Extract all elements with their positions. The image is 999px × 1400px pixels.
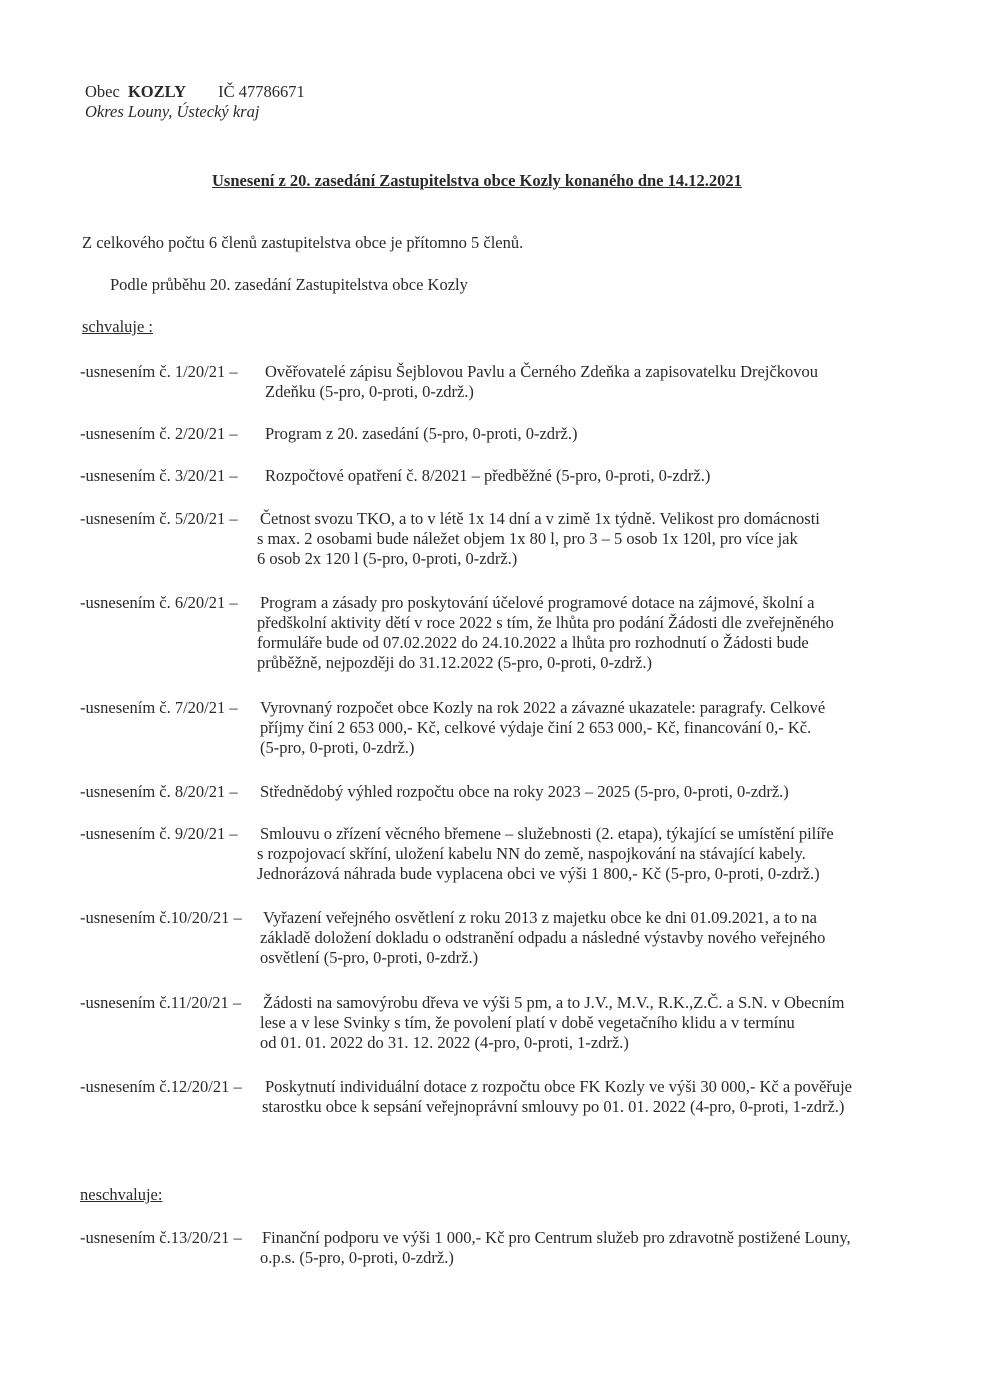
- resolution-item: [80, 782, 789, 802]
- document-title: Usnesení z 20. zasedání Zastupitelstva obce Kozly konaného dne 14.12.2021: [212, 171, 742, 190]
- resolution-item: [80, 993, 845, 1052]
- resolution-text-line: Zdeňku (5-pro, 0-proti, 0-zdrž.): [265, 382, 474, 401]
- resolution-text-line: Program z 20. zasedání (5-pro, 0-proti, 0-zdrž.): [265, 424, 578, 443]
- attendance-text: Z celkového počtu 6 členů zastupitelstva obce je přítomno 5 členů.: [82, 233, 524, 252]
- resolution-text-line: (5-pro, 0-proti, 0-zdrž.): [260, 738, 415, 757]
- resolution-text-line: průběžně, nejpozději do 31.12.2022 (5-pro, 0-proti, 0-zdrž.): [257, 653, 652, 672]
- resolution-text-line: Vyrovnaný rozpočet obce Kozly na rok 2022 a závazné ukazatele: paragrafy. Celkové: [260, 698, 826, 717]
- approves-heading: schvaluje :: [82, 317, 154, 336]
- according-text: Podle průběhu 20. zasedání Zastupitelstva obce Kozly: [110, 275, 468, 294]
- resolution-label: -usnesením č.12/20/21 –: [80, 1077, 242, 1096]
- resolution-text-line: Poskytnutí individuální dotace z rozpočtu obce FK Kozly ve výši 30 000,- Kč a pověřuje: [265, 1077, 852, 1096]
- resolution-label: -usnesením č. 7/20/21 –: [80, 698, 238, 717]
- resolution-text-line: formuláře bude od 07.02.2022 do 24.10.2022 a lhůta pro rozhodnutí o Žádosti bude: [257, 633, 809, 652]
- resolution-text-line: 6 osob 2x 120 l (5-pro, 0-proti, 0-zdrž.): [257, 549, 518, 568]
- resolution-text-line: Finanční podporu ve výši 1 000,- Kč pro Centrum služeb pro zdravotně postižené Louny,: [262, 1228, 851, 1247]
- municipality-prefix: Obec: [85, 82, 120, 101]
- resolution-text-line: s rozpojovací skříní, uložení kabelu NN do země, naspojkování na stávající kabely.: [257, 844, 806, 863]
- resolution-label: -usnesením č. 2/20/21 –: [80, 424, 238, 443]
- resolution-text-line: Střednědobý výhled rozpočtu obce na roky 2023 – 2025 (5-pro, 0-proti, 0-zdrž.): [260, 782, 789, 801]
- resolution-text-line: Program a zásady pro poskytování účelové programové dotace na zájmové, školní a: [260, 593, 815, 612]
- rejects-heading: neschvaluje:: [80, 1185, 163, 1204]
- resolution-text-line: Vyřazení veřejného osvětlení z roku 2013 z majetku obce ke dni 01.09.2021, a to na: [263, 908, 817, 927]
- resolution-text-line: předškolní aktivity dětí v roce 2022 s tím, že lhůta pro podání Žádosti dle zveřejněného: [257, 613, 834, 632]
- resolution-text-line: s max. 2 osobami bude náležet objem 1x 80 l, pro 3 – 5 osob 1x 120l, pro více jak: [257, 529, 798, 548]
- municipality-id: IČ 47786671: [218, 82, 305, 101]
- resolution-text-line: Četnost svozu TKO, a to v létě 1x 14 dní a v zimě 1x týdně. Velikost pro domácnosti: [260, 509, 820, 528]
- resolution-item: [80, 593, 834, 672]
- resolution-label: -usnesením č.10/20/21 –: [80, 908, 242, 927]
- resolution-text-line: Smlouvu o zřízení věcného břemene – služebnosti (2. etapa), týkající se umístění pilíře: [260, 824, 834, 843]
- resolution-text-line: Ověřovatelé zápisu Šejblovou Pavlu a Černého Zdeňka a zapisovatelku Drejčkovou: [265, 362, 819, 381]
- resolution-label: -usnesením č. 1/20/21 –: [80, 362, 238, 381]
- resolution-text-line: příjmy činí 2 653 000,- Kč, celkové výdaje činí 2 653 000,- Kč, financování 0,- Kč.: [260, 718, 812, 737]
- resolution-text-line: osvětlení (5-pro, 0-proti, 0-zdrž.): [260, 948, 479, 967]
- resolution-item: [80, 466, 711, 486]
- resolution-label: -usnesením č. 8/20/21 –: [80, 782, 238, 801]
- resolution-text-line: o.p.s. (5-pro, 0-proti, 0-zdrž.): [260, 1248, 454, 1267]
- resolution-item: [80, 908, 826, 967]
- resolution-item: [80, 509, 820, 568]
- rejected-resolution-item: [80, 1228, 851, 1267]
- resolution-item: [80, 424, 578, 444]
- resolution-item: [80, 1077, 852, 1116]
- header-municipality: [85, 82, 305, 102]
- resolution-text-line: základě doložení dokladu o odstranění odpadu a následné výstavby nového veřejného: [260, 928, 826, 947]
- resolution-text-line: Žádosti na samovýrobu dřeva ve výši 5 pm, a to J.V., M.V., R.K.,Z.Č. a S.N. v Obecním: [263, 993, 845, 1012]
- resolution-label: -usnesením č. 3/20/21 –: [80, 466, 238, 485]
- resolution-text-line: lese a v lese Svinky s tím, že povolení platí v době vegetačního klidu a v termínu: [260, 1013, 795, 1032]
- resolution-label: -usnesením č. 6/20/21 –: [80, 593, 238, 612]
- resolution-item: [80, 824, 834, 883]
- resolution-label: -usnesením č.11/20/21 –: [80, 993, 242, 1012]
- resolution-item: [80, 698, 826, 757]
- resolution-text-line: Rozpočtové opatření č. 8/2021 – předběžné (5-pro, 0-proti, 0-zdrž.): [265, 466, 711, 485]
- resolution-text-line: starostku obce k sepsání veřejnoprávní smlouvy po 01. 01. 2022 (4-pro, 0-proti, 1-zdrž.): [262, 1097, 845, 1116]
- resolution-item: [80, 362, 819, 401]
- resolution-text-line: od 01. 01. 2022 do 31. 12. 2022 (4-pro, 0-proti, 1-zdrž.): [260, 1033, 629, 1052]
- resolution-label: -usnesením č. 5/20/21 –: [80, 509, 238, 528]
- header-district: Okres Louny, Ústecký kraj: [85, 102, 260, 121]
- resolution-label: -usnesením č.13/20/21 –: [80, 1228, 242, 1247]
- municipality-name: KOZLY: [127, 82, 187, 101]
- resolution-text-line: Jednorázová náhrada bude vyplacena obci ve výši 1 800,- Kč (5-pro, 0-proti, 0-zdrž.): [257, 864, 820, 883]
- resolution-label: -usnesením č. 9/20/21 –: [80, 824, 238, 843]
